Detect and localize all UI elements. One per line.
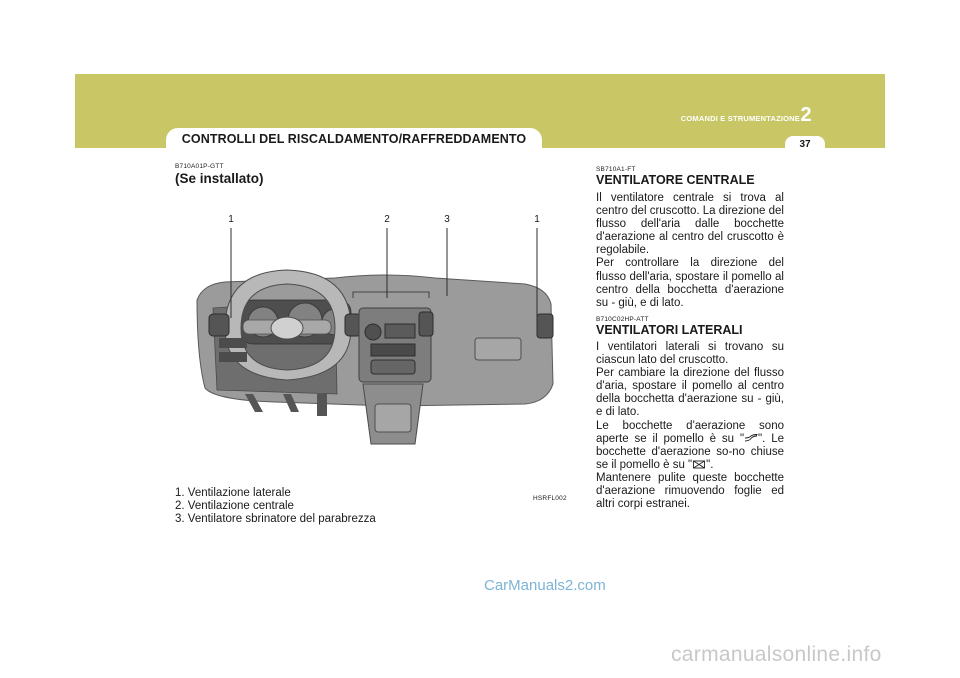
figure-caption: 3. Ventilatore sbrinatore del parabrezza (175, 513, 376, 525)
section1-paragraph: Il ventilatore centrale si trova al centro del cruscotto. La direzione del flusso dell'aria dalle bocchette d'aerazione al centro del cruscotto è regolabile. (596, 192, 784, 257)
figure-caption: 1. Ventilazione laterale (175, 487, 291, 499)
figure-code: HSRFL002 (533, 495, 567, 502)
figure-callout-3: 3 (444, 214, 450, 225)
figure-caption: 2. Ventilazione centrale (175, 500, 294, 512)
watermark-text: carmanualsonline.info (671, 643, 882, 666)
section1-body (596, 192, 784, 310)
airflow-closed-icon (692, 460, 706, 469)
airflow-open-icon (744, 434, 758, 443)
dashboard-drawing (197, 228, 553, 444)
section-title: CONTROLLI DEL RISCALDAMENTO/RAFFREDDAMENTO (181, 132, 527, 146)
vent-open-text: Le bocchette d'aerazione sono aperte se il pomello è su " (596, 419, 784, 445)
section2-code: B710C02HP-ATT (596, 316, 649, 323)
section2-paragraph: I ventilatori laterali si trovano su ciascun lato del cruscotto. (596, 341, 784, 367)
vent-closed-end-text: ". (706, 458, 714, 471)
section2-vent-state-paragraph (596, 420, 784, 472)
figure-callout-1-right: 1 (534, 214, 540, 225)
section1-heading: VENTILATORE CENTRALE (596, 173, 755, 187)
left-heading: (Se installato) (175, 171, 264, 186)
section1-paragraph: Per controllare la direzione del flusso dell'aria, spostare il pomello al centro della bocchetta d'aerazione su - giù, e di lato. (596, 257, 784, 309)
section2-paragraph: Per cambiare la direzione del flusso d'aria, spostare il pomello al centro della bocchetta d'aerazione su - giù, e di lato. (596, 367, 784, 419)
watermark-link[interactable]: CarManuals2.com (484, 577, 606, 594)
left-section-code: B710A01P-GTT (175, 163, 224, 170)
chapter-name: COMANDI E STRUMENTAZIONE (680, 114, 800, 123)
dashboard-illustration-icon (185, 208, 575, 458)
section2-paragraph: Mantenere pulite queste bocchette d'aerazione rimuovendo foglie ed altri corpi estranei. (596, 471, 784, 511)
vent-closed-text: ". Le bocchette d'aerazione so-no chiuse se il pomello è su " (596, 432, 784, 471)
section2-body (596, 341, 784, 511)
figure-caption-list (175, 487, 376, 526)
chapter-number: 2 (800, 104, 812, 126)
section1-code: SB710A1-FT (596, 166, 636, 173)
figure-callout-1-left: 1 (228, 214, 234, 225)
section2-heading: VENTILATORI LATERALI (596, 323, 743, 337)
figure-callout-2: 2 (384, 214, 390, 225)
page-number: 37 (799, 139, 811, 150)
